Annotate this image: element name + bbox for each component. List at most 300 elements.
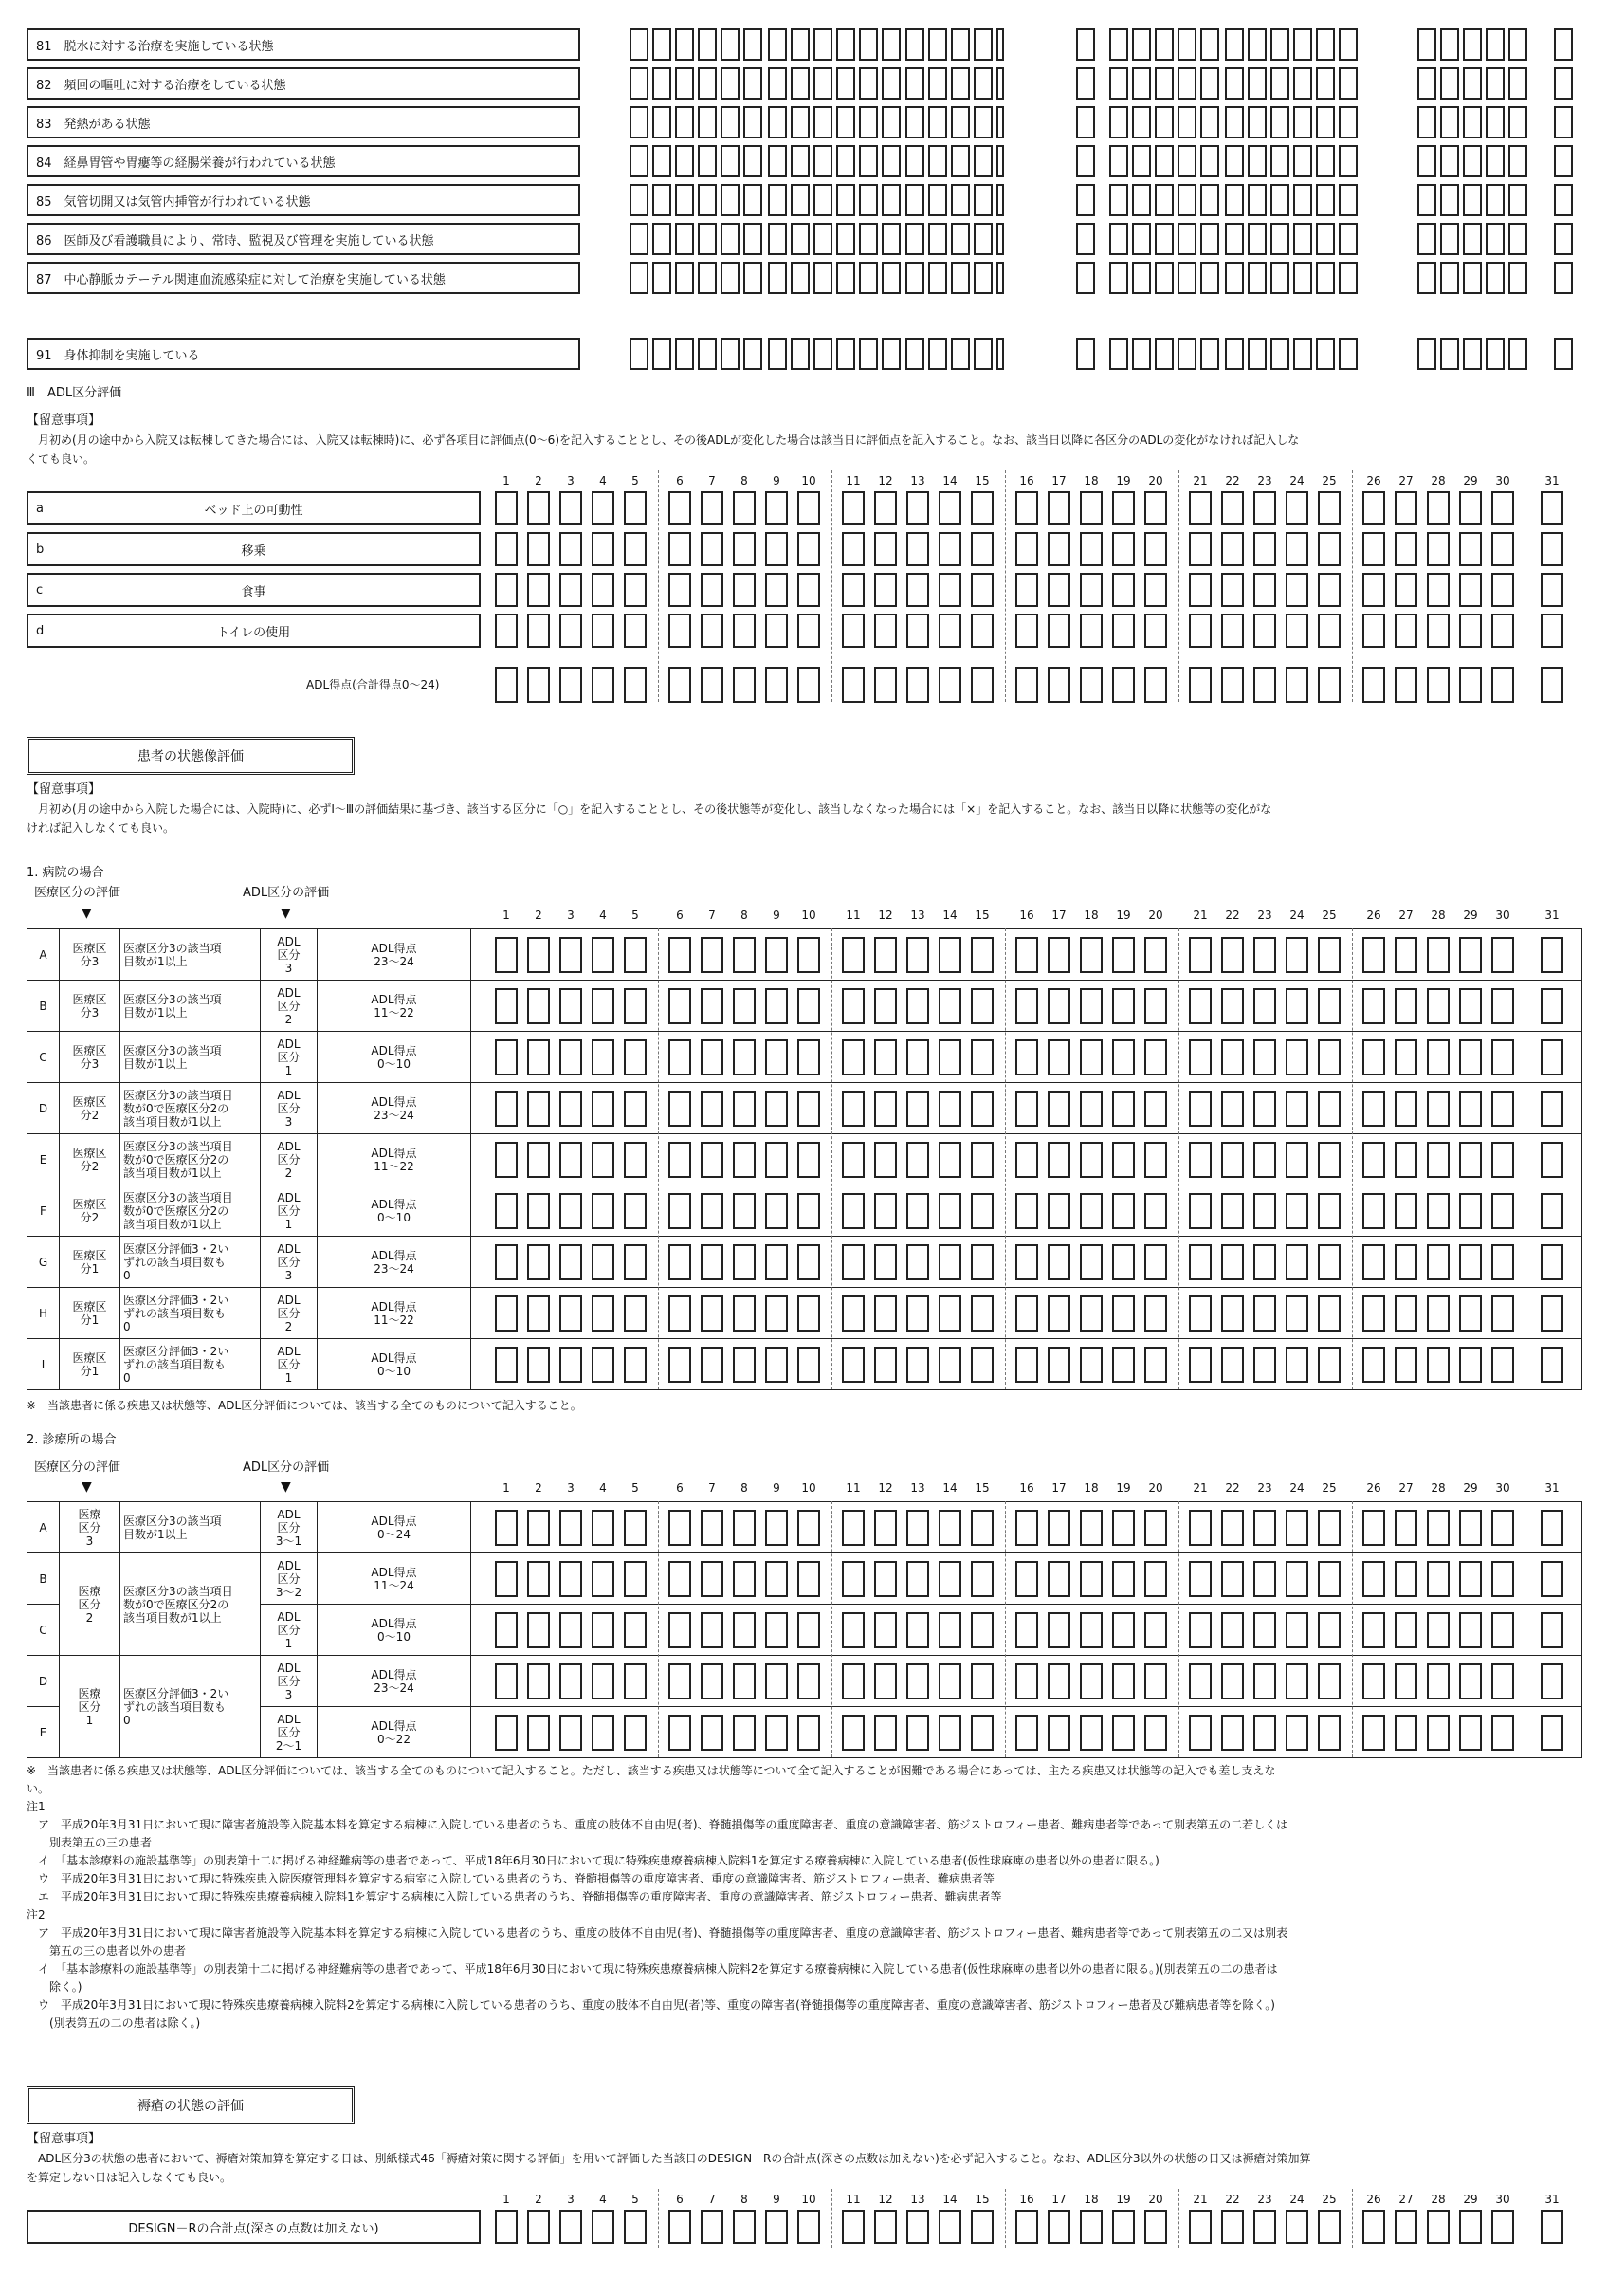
day-cell[interactable] xyxy=(733,1663,756,1699)
day-cell[interactable] xyxy=(1395,1510,1417,1546)
day-cell[interactable] xyxy=(1395,937,1417,973)
day-cell[interactable] xyxy=(698,67,717,100)
day-cell[interactable] xyxy=(675,184,694,216)
day-cell[interactable] xyxy=(1221,1039,1244,1075)
day-cell[interactable] xyxy=(1200,145,1219,177)
day-cell[interactable] xyxy=(928,67,947,100)
day-cell[interactable] xyxy=(559,573,582,607)
day-cell[interactable] xyxy=(1248,67,1267,100)
day-cell[interactable] xyxy=(939,2210,961,2244)
day-cell[interactable] xyxy=(1554,145,1573,177)
day-cell[interactable] xyxy=(1362,1295,1385,1332)
day-cell[interactable] xyxy=(768,106,787,138)
day-cell[interactable] xyxy=(1155,184,1174,216)
day-cell[interactable] xyxy=(1339,338,1358,370)
day-cell[interactable] xyxy=(996,106,1004,138)
day-cell[interactable] xyxy=(1144,1039,1167,1075)
day-cell[interactable] xyxy=(698,28,717,61)
day-cell[interactable] xyxy=(939,1091,961,1127)
day-cell[interactable] xyxy=(1491,1510,1514,1546)
day-cell[interactable] xyxy=(1221,532,1244,566)
day-cell[interactable] xyxy=(1316,223,1335,255)
day-cell[interactable] xyxy=(939,1347,961,1383)
day-cell[interactable] xyxy=(559,1561,582,1597)
day-cell[interactable] xyxy=(1362,1091,1385,1127)
day-cell[interactable] xyxy=(733,614,756,648)
day-cell[interactable] xyxy=(1270,145,1289,177)
day-cell[interactable] xyxy=(906,1561,929,1597)
day-cell[interactable] xyxy=(1508,223,1527,255)
day-cell[interactable] xyxy=(668,988,691,1024)
day-cell[interactable] xyxy=(951,28,970,61)
day-cell[interactable] xyxy=(1362,1612,1385,1648)
day-cell[interactable] xyxy=(905,106,924,138)
day-cell[interactable] xyxy=(1318,532,1341,566)
day-cell[interactable] xyxy=(1080,1347,1103,1383)
day-cell[interactable] xyxy=(1221,988,1244,1024)
day-cell[interactable] xyxy=(765,667,788,703)
day-cell[interactable] xyxy=(874,1347,897,1383)
day-cell[interactable] xyxy=(495,1295,518,1332)
day-cell[interactable] xyxy=(906,614,929,648)
day-cell[interactable] xyxy=(1286,1039,1308,1075)
day-cell[interactable] xyxy=(1318,988,1341,1024)
day-cell[interactable] xyxy=(668,1142,691,1178)
day-cell[interactable] xyxy=(1491,1612,1514,1648)
day-cell[interactable] xyxy=(765,1510,788,1546)
day-cell[interactable] xyxy=(1316,184,1335,216)
day-cell[interactable] xyxy=(882,145,901,177)
day-cell[interactable] xyxy=(1554,184,1573,216)
day-cell[interactable] xyxy=(1459,1612,1482,1648)
day-cell[interactable] xyxy=(842,1193,865,1229)
day-cell[interactable] xyxy=(1362,1193,1385,1229)
day-cell[interactable] xyxy=(624,1510,647,1546)
day-cell[interactable] xyxy=(951,338,970,370)
day-cell[interactable] xyxy=(1221,1715,1244,1751)
day-cell[interactable] xyxy=(1491,1561,1514,1597)
day-cell[interactable] xyxy=(1427,1091,1450,1127)
day-cell[interactable] xyxy=(765,1561,788,1597)
day-cell[interactable] xyxy=(527,937,550,973)
day-cell[interactable] xyxy=(859,338,878,370)
day-cell[interactable] xyxy=(1189,667,1212,703)
day-cell[interactable] xyxy=(971,1244,994,1280)
day-cell[interactable] xyxy=(791,106,810,138)
day-cell[interactable] xyxy=(733,1039,756,1075)
day-cell[interactable] xyxy=(971,573,994,607)
day-cell[interactable] xyxy=(1132,106,1151,138)
day-cell[interactable] xyxy=(1270,262,1289,294)
day-cell[interactable] xyxy=(928,223,947,255)
day-cell[interactable] xyxy=(971,1039,994,1075)
day-cell[interactable] xyxy=(1541,491,1563,525)
day-cell[interactable] xyxy=(624,2210,647,2244)
day-cell[interactable] xyxy=(1225,338,1244,370)
day-cell[interactable] xyxy=(1015,1295,1038,1332)
day-cell[interactable] xyxy=(1286,1142,1308,1178)
day-cell[interactable] xyxy=(668,614,691,648)
day-cell[interactable] xyxy=(1189,1715,1212,1751)
day-cell[interactable] xyxy=(559,1347,582,1383)
day-cell[interactable] xyxy=(765,1715,788,1751)
day-cell[interactable] xyxy=(1459,988,1482,1024)
day-cell[interactable] xyxy=(701,937,723,973)
day-cell[interactable] xyxy=(630,145,648,177)
day-cell[interactable] xyxy=(791,338,810,370)
day-cell[interactable] xyxy=(1541,2210,1563,2244)
day-cell[interactable] xyxy=(791,262,810,294)
day-cell[interactable] xyxy=(1463,28,1482,61)
day-cell[interactable] xyxy=(1248,145,1267,177)
day-cell[interactable] xyxy=(906,1091,929,1127)
day-cell[interactable] xyxy=(630,184,648,216)
day-cell[interactable] xyxy=(1144,2210,1167,2244)
day-cell[interactable] xyxy=(951,106,970,138)
day-cell[interactable] xyxy=(971,1663,994,1699)
day-cell[interactable] xyxy=(1200,28,1219,61)
day-cell[interactable] xyxy=(1459,532,1482,566)
day-cell[interactable] xyxy=(1132,145,1151,177)
day-cell[interactable] xyxy=(701,491,723,525)
day-cell[interactable] xyxy=(1144,573,1167,607)
day-cell[interactable] xyxy=(1112,2210,1135,2244)
day-cell[interactable] xyxy=(1395,1039,1417,1075)
day-cell[interactable] xyxy=(698,184,717,216)
day-cell[interactable] xyxy=(1508,145,1527,177)
day-cell[interactable] xyxy=(791,184,810,216)
day-cell[interactable] xyxy=(1508,106,1527,138)
day-cell[interactable] xyxy=(971,532,994,566)
day-cell[interactable] xyxy=(928,262,947,294)
day-cell[interactable] xyxy=(1339,223,1358,255)
day-cell[interactable] xyxy=(733,1244,756,1280)
day-cell[interactable] xyxy=(974,145,993,177)
day-cell[interactable] xyxy=(1395,1561,1417,1597)
day-cell[interactable] xyxy=(1015,491,1038,525)
day-cell[interactable] xyxy=(624,1347,647,1383)
day-cell[interactable] xyxy=(527,988,550,1024)
day-cell[interactable] xyxy=(1144,1193,1167,1229)
day-cell[interactable] xyxy=(765,988,788,1024)
day-cell[interactable] xyxy=(1427,614,1450,648)
day-cell[interactable] xyxy=(624,1715,647,1751)
day-cell[interactable] xyxy=(1178,67,1196,100)
day-cell[interactable] xyxy=(592,1612,614,1648)
day-cell[interactable] xyxy=(971,1091,994,1127)
day-cell[interactable] xyxy=(1339,67,1358,100)
day-cell[interactable] xyxy=(495,532,518,566)
day-cell[interactable] xyxy=(495,1091,518,1127)
day-cell[interactable] xyxy=(1225,106,1244,138)
day-cell[interactable] xyxy=(1554,262,1573,294)
day-cell[interactable] xyxy=(624,532,647,566)
day-cell[interactable] xyxy=(951,145,970,177)
day-cell[interactable] xyxy=(701,667,723,703)
day-cell[interactable] xyxy=(1362,1715,1385,1751)
day-cell[interactable] xyxy=(996,223,1004,255)
day-cell[interactable] xyxy=(905,145,924,177)
day-cell[interactable] xyxy=(1221,614,1244,648)
day-cell[interactable] xyxy=(1253,1510,1276,1546)
day-cell[interactable] xyxy=(928,338,947,370)
day-cell[interactable] xyxy=(939,491,961,525)
day-cell[interactable] xyxy=(765,1295,788,1332)
day-cell[interactable] xyxy=(1132,184,1151,216)
day-cell[interactable] xyxy=(1554,338,1573,370)
day-cell[interactable] xyxy=(592,1039,614,1075)
day-cell[interactable] xyxy=(1080,667,1103,703)
day-cell[interactable] xyxy=(733,573,756,607)
day-cell[interactable] xyxy=(765,1091,788,1127)
day-cell[interactable] xyxy=(1048,1663,1070,1699)
day-cell[interactable] xyxy=(1112,573,1135,607)
day-cell[interactable] xyxy=(1427,1561,1450,1597)
day-cell[interactable] xyxy=(1427,2210,1450,2244)
day-cell[interactable] xyxy=(1440,145,1459,177)
day-cell[interactable] xyxy=(1080,1244,1103,1280)
day-cell[interactable] xyxy=(527,1091,550,1127)
day-cell[interactable] xyxy=(1459,1347,1482,1383)
day-cell[interactable] xyxy=(1318,1347,1341,1383)
day-cell[interactable] xyxy=(1221,1244,1244,1280)
day-cell[interactable] xyxy=(1221,1193,1244,1229)
day-cell[interactable] xyxy=(701,1091,723,1127)
day-cell[interactable] xyxy=(939,1561,961,1597)
day-cell[interactable] xyxy=(1508,262,1527,294)
day-cell[interactable] xyxy=(1491,1244,1514,1280)
day-cell[interactable] xyxy=(1286,1715,1308,1751)
day-cell[interactable] xyxy=(1427,1663,1450,1699)
day-cell[interactable] xyxy=(1015,1091,1038,1127)
day-cell[interactable] xyxy=(971,2210,994,2244)
day-cell[interactable] xyxy=(1427,1244,1450,1280)
day-cell[interactable] xyxy=(1463,338,1482,370)
day-cell[interactable] xyxy=(630,67,648,100)
day-cell[interactable] xyxy=(1541,1142,1563,1178)
day-cell[interactable] xyxy=(1015,937,1038,973)
day-cell[interactable] xyxy=(797,1612,820,1648)
day-cell[interactable] xyxy=(495,1510,518,1546)
day-cell[interactable] xyxy=(906,2210,929,2244)
day-cell[interactable] xyxy=(668,1091,691,1127)
day-cell[interactable] xyxy=(733,667,756,703)
day-cell[interactable] xyxy=(1362,937,1385,973)
day-cell[interactable] xyxy=(1491,1347,1514,1383)
day-cell[interactable] xyxy=(906,667,929,703)
day-cell[interactable] xyxy=(592,2210,614,2244)
day-cell[interactable] xyxy=(559,1039,582,1075)
day-cell[interactable] xyxy=(1080,1039,1103,1075)
day-cell[interactable] xyxy=(1286,1347,1308,1383)
day-cell[interactable] xyxy=(1076,338,1095,370)
day-cell[interactable] xyxy=(996,28,1004,61)
day-cell[interactable] xyxy=(1178,262,1196,294)
day-cell[interactable] xyxy=(797,1142,820,1178)
day-cell[interactable] xyxy=(1080,1510,1103,1546)
day-cell[interactable] xyxy=(842,2210,865,2244)
day-cell[interactable] xyxy=(939,1510,961,1546)
day-cell[interactable] xyxy=(842,573,865,607)
day-cell[interactable] xyxy=(1112,1347,1135,1383)
day-cell[interactable] xyxy=(1486,106,1505,138)
day-cell[interactable] xyxy=(1293,106,1312,138)
day-cell[interactable] xyxy=(701,614,723,648)
day-cell[interactable] xyxy=(1541,1039,1563,1075)
day-cell[interactable] xyxy=(701,1193,723,1229)
day-cell[interactable] xyxy=(1144,532,1167,566)
day-cell[interactable] xyxy=(527,1715,550,1751)
day-cell[interactable] xyxy=(1286,1663,1308,1699)
day-cell[interactable] xyxy=(1155,145,1174,177)
day-cell[interactable] xyxy=(721,28,740,61)
day-cell[interactable] xyxy=(1144,1347,1167,1383)
day-cell[interactable] xyxy=(1541,937,1563,973)
day-cell[interactable] xyxy=(874,573,897,607)
day-cell[interactable] xyxy=(743,184,762,216)
day-cell[interactable] xyxy=(1109,338,1128,370)
day-cell[interactable] xyxy=(1286,614,1308,648)
day-cell[interactable] xyxy=(1189,491,1212,525)
day-cell[interactable] xyxy=(1221,573,1244,607)
day-cell[interactable] xyxy=(559,614,582,648)
day-cell[interactable] xyxy=(592,1347,614,1383)
day-cell[interactable] xyxy=(836,28,855,61)
day-cell[interactable] xyxy=(527,667,550,703)
day-cell[interactable] xyxy=(1508,67,1527,100)
day-cell[interactable] xyxy=(1189,988,1212,1024)
day-cell[interactable] xyxy=(1395,573,1417,607)
day-cell[interactable] xyxy=(721,106,740,138)
day-cell[interactable] xyxy=(1491,1295,1514,1332)
day-cell[interactable] xyxy=(701,1039,723,1075)
day-cell[interactable] xyxy=(1225,223,1244,255)
day-cell[interactable] xyxy=(675,106,694,138)
day-cell[interactable] xyxy=(1112,1295,1135,1332)
day-cell[interactable] xyxy=(1417,262,1436,294)
day-cell[interactable] xyxy=(1459,1561,1482,1597)
day-cell[interactable] xyxy=(527,1510,550,1546)
day-cell[interactable] xyxy=(1155,67,1174,100)
day-cell[interactable] xyxy=(842,667,865,703)
day-cell[interactable] xyxy=(1417,184,1436,216)
day-cell[interactable] xyxy=(971,1142,994,1178)
day-cell[interactable] xyxy=(1463,262,1482,294)
day-cell[interactable] xyxy=(1491,1193,1514,1229)
day-cell[interactable] xyxy=(939,667,961,703)
day-cell[interactable] xyxy=(1189,1193,1212,1229)
day-cell[interactable] xyxy=(1286,573,1308,607)
day-cell[interactable] xyxy=(1459,937,1482,973)
day-cell[interactable] xyxy=(1144,1142,1167,1178)
day-cell[interactable] xyxy=(1253,1193,1276,1229)
day-cell[interactable] xyxy=(1541,573,1563,607)
day-cell[interactable] xyxy=(1048,1039,1070,1075)
day-cell[interactable] xyxy=(1221,667,1244,703)
day-cell[interactable] xyxy=(1248,184,1267,216)
day-cell[interactable] xyxy=(906,1142,929,1178)
day-cell[interactable] xyxy=(1270,67,1289,100)
day-cell[interactable] xyxy=(1316,67,1335,100)
day-cell[interactable] xyxy=(1248,338,1267,370)
day-cell[interactable] xyxy=(1015,1347,1038,1383)
day-cell[interactable] xyxy=(1316,145,1335,177)
day-cell[interactable] xyxy=(1189,614,1212,648)
day-cell[interactable] xyxy=(842,1715,865,1751)
day-cell[interactable] xyxy=(527,491,550,525)
day-cell[interactable] xyxy=(675,28,694,61)
day-cell[interactable] xyxy=(951,184,970,216)
day-cell[interactable] xyxy=(495,1612,518,1648)
day-cell[interactable] xyxy=(1286,1510,1308,1546)
day-cell[interactable] xyxy=(836,223,855,255)
day-cell[interactable] xyxy=(1080,988,1103,1024)
day-cell[interactable] xyxy=(527,1561,550,1597)
day-cell[interactable] xyxy=(1200,67,1219,100)
day-cell[interactable] xyxy=(624,614,647,648)
day-cell[interactable] xyxy=(1427,1039,1450,1075)
day-cell[interactable] xyxy=(971,1347,994,1383)
day-cell[interactable] xyxy=(765,1244,788,1280)
day-cell[interactable] xyxy=(1112,614,1135,648)
day-cell[interactable] xyxy=(733,2210,756,2244)
day-cell[interactable] xyxy=(1318,1091,1341,1127)
day-cell[interactable] xyxy=(906,1295,929,1332)
day-cell[interactable] xyxy=(906,988,929,1024)
day-cell[interactable] xyxy=(1109,223,1128,255)
day-cell[interactable] xyxy=(743,28,762,61)
day-cell[interactable] xyxy=(652,262,671,294)
day-cell[interactable] xyxy=(1015,1193,1038,1229)
day-cell[interactable] xyxy=(791,67,810,100)
day-cell[interactable] xyxy=(592,1295,614,1332)
day-cell[interactable] xyxy=(1486,28,1505,61)
day-cell[interactable] xyxy=(559,532,582,566)
day-cell[interactable] xyxy=(874,1510,897,1546)
day-cell[interactable] xyxy=(1189,1347,1212,1383)
day-cell[interactable] xyxy=(1541,667,1563,703)
day-cell[interactable] xyxy=(1253,1295,1276,1332)
day-cell[interactable] xyxy=(592,988,614,1024)
day-cell[interactable] xyxy=(1221,1142,1244,1178)
day-cell[interactable] xyxy=(624,1091,647,1127)
day-cell[interactable] xyxy=(1554,223,1573,255)
day-cell[interactable] xyxy=(1440,28,1459,61)
day-cell[interactable] xyxy=(1459,1039,1482,1075)
day-cell[interactable] xyxy=(1112,1561,1135,1597)
day-cell[interactable] xyxy=(1221,1612,1244,1648)
day-cell[interactable] xyxy=(1339,184,1358,216)
day-cell[interactable] xyxy=(721,262,740,294)
day-cell[interactable] xyxy=(1293,338,1312,370)
day-cell[interactable] xyxy=(1015,2210,1038,2244)
day-cell[interactable] xyxy=(1270,106,1289,138)
day-cell[interactable] xyxy=(906,1244,929,1280)
day-cell[interactable] xyxy=(1189,1244,1212,1280)
day-cell[interactable] xyxy=(721,184,740,216)
day-cell[interactable] xyxy=(1080,1612,1103,1648)
day-cell[interactable] xyxy=(768,145,787,177)
day-cell[interactable] xyxy=(974,184,993,216)
day-cell[interactable] xyxy=(996,338,1004,370)
day-cell[interactable] xyxy=(1318,1039,1341,1075)
day-cell[interactable] xyxy=(797,1295,820,1332)
day-cell[interactable] xyxy=(1144,614,1167,648)
day-cell[interactable] xyxy=(1362,1244,1385,1280)
day-cell[interactable] xyxy=(1080,937,1103,973)
day-cell[interactable] xyxy=(1112,1193,1135,1229)
day-cell[interactable] xyxy=(701,532,723,566)
